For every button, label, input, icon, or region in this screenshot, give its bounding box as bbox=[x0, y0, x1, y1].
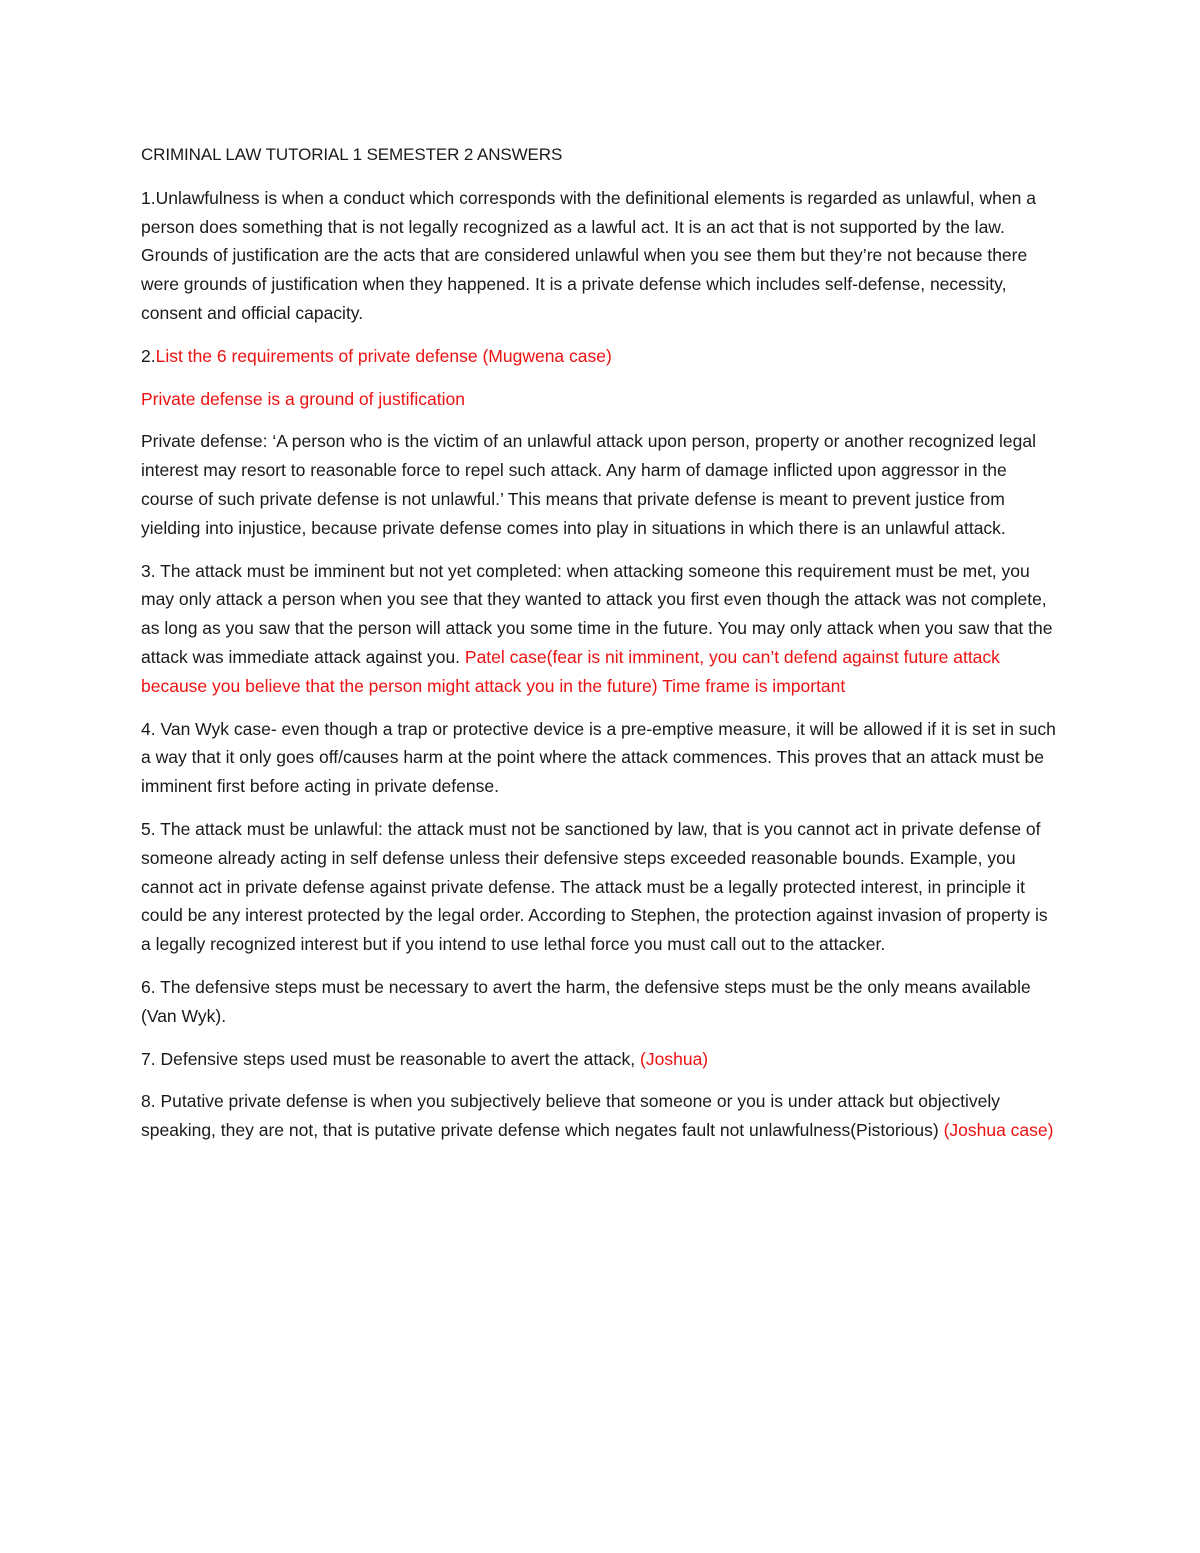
requirement-5-paragraph: 5. The attack must be unlawful: the attack must not be sanctioned by law, that is you cannot act in private defense of someone already acting in self defense unless their defensive steps exceeded reasonable bounds. Example, you cannot act in private defense against private defense. The attack must be a legally protected interest, in principle it could be any interest protected by the legal order. According to Stephen, the protection against invasion of property is a legally recognized interest but if you intend to use lethal force you must call out to the attacker. bbox=[141, 818, 1048, 955]
private-defense-subheading: Private defense is a ground of justification bbox=[141, 388, 465, 409]
requirement-3-patel-case: Patel case(fear is nit imminent, you can’t defend against future attack because you believe that the person might attack you in the future) Time frame is important bbox=[141, 646, 1000, 696]
requirement-7-text: 7. Defensive steps used must be reasonable to avert the attack, bbox=[141, 1048, 641, 1069]
document-title: CRIMINAL LAW TUTORIAL 1 SEMESTER 2 ANSWERS bbox=[141, 145, 563, 164]
requirement-8-paragraph bbox=[141, 1087, 1061, 1145]
requirement-7-paragraph bbox=[141, 1045, 1061, 1074]
requirement-3-text: 3. The attack must be imminent but not yet completed: when attacking someone this requirement must be met, you may only attack a person when you see that they wanted to attack you first even though the attack was not complete, as long as you saw that the person will attack you some time in the future. You may only attack when you saw that the attack was immediate attack against you. bbox=[141, 560, 1053, 667]
requirement-3-paragraph bbox=[141, 557, 1061, 701]
document-body bbox=[141, 141, 1061, 1159]
question-2-paragraph bbox=[141, 342, 1061, 371]
requirement-8-joshua-case: (Joshua case) bbox=[943, 1120, 1054, 1141]
requirement-6-paragraph: 6. The defensive steps must be necessary to avert the harm, the defensive steps must be the only means available (Van Wyk). bbox=[141, 976, 1031, 1026]
private-defense-definition: Private defense: ‘A person who is the victim of an unlawful attack upon person, property or another recognized legal interest may resort to reasonable force to repel such attack. Any harm of damage inflicted upon aggressor in the course of such private defense is not unlawful.’ This means that private defense is meant to prevent justice from yielding into injustice, because private defense comes into play in situations in which there is an unlawful attack. bbox=[141, 431, 1036, 538]
requirement-8-text: 8. Putative private defense is when you subjectively believe that someone or you is under attack but objectively speaking, they are not, that is putative private defense which negates fault not unlawfulness(Pistorious) bbox=[141, 1091, 1000, 1141]
question-2-number: 2. bbox=[141, 345, 156, 366]
answer-1-paragraph: 1.Unlawfulness is when a conduct which corresponds with the definitional elements is regarded as unlawful, when a person does something that is not legally recognized as a lawful act. It is an act that is not supported by the law. Grounds of justification are the acts that are considered unlawful when you see them but they’re not because there were grounds of justification when they happened. It is a private defense which includes self-defense, necessity, consent and official capacity. bbox=[141, 187, 1036, 323]
requirement-4-paragraph: 4. Van Wyk case- even though a trap or protective device is a pre-emptive measure, it will be allowed if it is set in such a way that it only goes off/causes harm at the point where the attack commences. This proves that an attack must be imminent first before acting in private defense. bbox=[141, 718, 1056, 797]
question-2-text: List the 6 requirements of private defense (Mugwena case) bbox=[155, 345, 612, 366]
requirement-7-joshua: (Joshua) bbox=[640, 1048, 709, 1069]
